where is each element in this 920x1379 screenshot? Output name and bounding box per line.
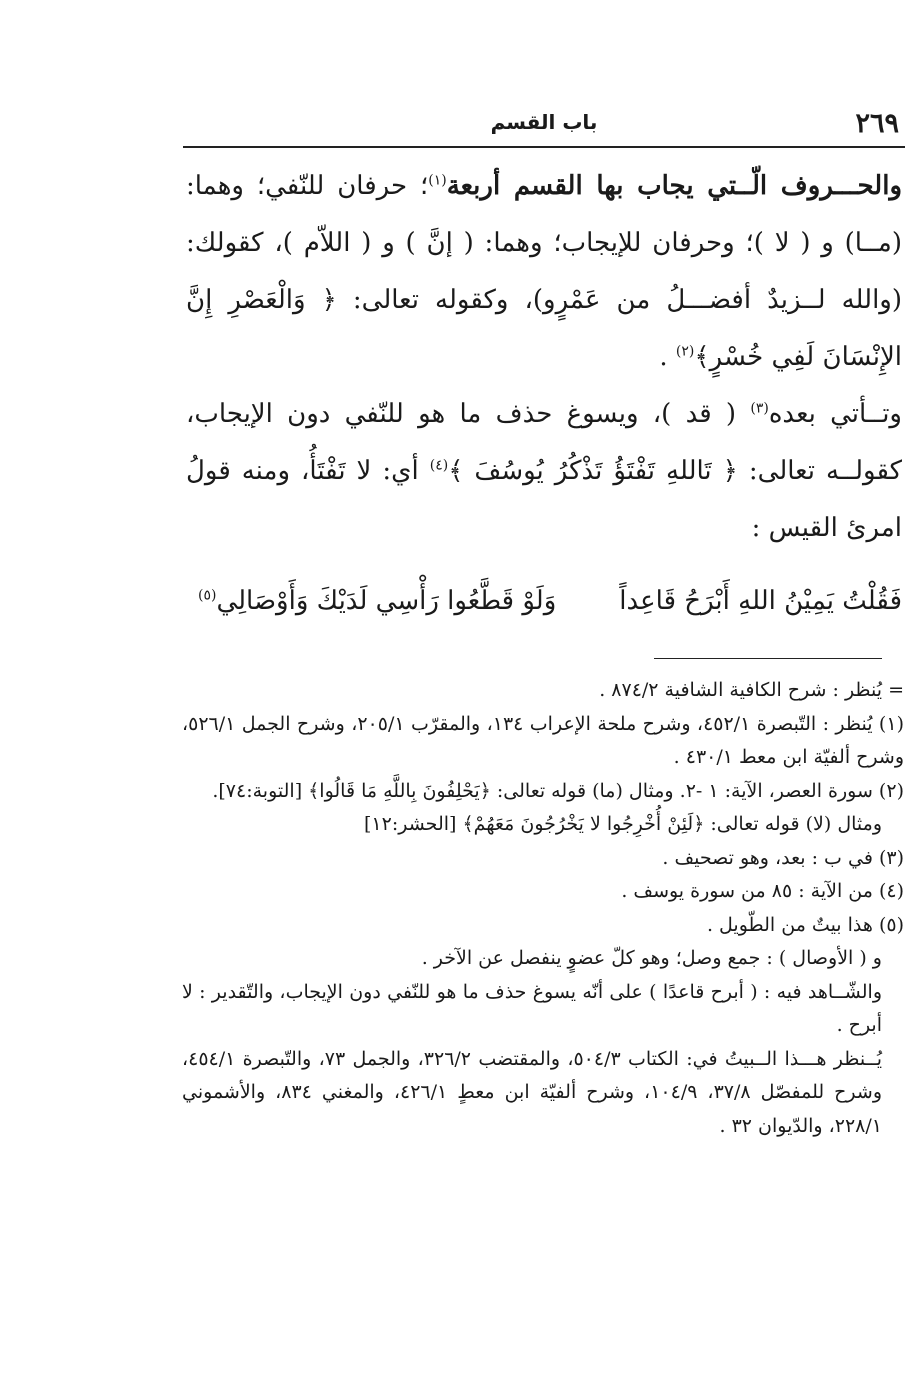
footnotes	[182, 674, 904, 1143]
paragraph-2-middle: ( قد )، ويسوغ حذف ما هو للنّفي دون الإيجاب، كقولــه تعالى: ﴿ تَاللهِ تَفْتَؤُ تَذْكُرُ يُوسُفَ ﴾	[186, 399, 903, 486]
footnote-2: (٢) سورة العصر، الآية: ١ -٢. ومثال (ما) قوله تعالى: ﴿يَحْلِفُونَ بِاللَّهِ مَا قَالُوا﴾ [التوبة:٧٤].	[212, 779, 904, 802]
verse-first-hemistich: فَقُلْتُ يَمِيْنُ اللهِ أَبْرَحُ قَاعِداً	[619, 586, 902, 616]
chapter-title: باب القسم	[490, 110, 598, 134]
page-header	[183, 106, 905, 148]
main-text	[186, 158, 902, 557]
footnote-5-evidence: والشّــاهد فيه : ( أبرح قاعدًا ) على أنّه يسوغ حذف ما هو للنّفي دون الإيجاب، والتّقدير : لا أبرح .	[182, 980, 882, 1036]
paragraph-1-bold-lead: والحـــروف الّــتي يجاب بها القسم أربعة	[446, 171, 902, 201]
paragraph-2-end: أي: لا تَفْتَأُ، ومنه قولُ امرئ القيس :	[186, 456, 902, 543]
footnote-5-sources: يُــنظر هـــذا الــبيتُ في: الكتاب ٥٠٤/٣، والمقتضب ٣٢٦/٢، والجمل ٧٣، والتّبصرة ٤٥٤/١، وشرح للمفصّل ٣٧/٨، ١٠٤/٩، وشرح ألفيّة ابن معطٍ ٤٢٦/١، والمغني ٨٣٤، والأشموني ٢٢٨/١، والدّيوان ٣٢ .	[182, 1047, 882, 1137]
footnote-5: (٥) هذا بيتٌ من الطّويل .	[706, 913, 904, 936]
footnote-ref-1: (١)	[428, 172, 447, 189]
footnote-ref-4: (٤)	[429, 457, 449, 474]
footnote-3: (٣) في ب : بعد، وهو تصحيف .	[662, 846, 904, 869]
footnote-ref-3: (٣)	[750, 400, 769, 417]
footnote-separator	[654, 658, 882, 659]
footnote-continuation: = يُنظر : شرح الكافية الشافية ٨٧٤/٢ .	[599, 679, 904, 701]
paragraph-1	[186, 158, 902, 386]
verse-second-hemistich-wrap	[198, 586, 556, 616]
footnote-1: (١) يُنظر : التّبصرة ٤٥٢/١، وشرح ملحة الإعراب ١٣٤، والمقرّب ٢٠٥/١، وشرح الجمل ٥٢٦/١، وشرح ألفيّة ابن معط ٤٣٠/١ .	[182, 712, 904, 768]
page-number: ٢٦٩	[855, 108, 899, 139]
footnote-4: (٤) من الآية : ٨٥ من سورة يوسف .	[621, 880, 904, 902]
footnote-5-definition: و ( الأوصال ) : جمع وصل؛ وهو كلّ عضوٍ ينفصل عن الآخر .	[421, 947, 882, 969]
paragraph-1-end: .	[659, 342, 676, 372]
poetry-verse	[190, 586, 902, 638]
paragraph-2	[186, 386, 902, 557]
footnote-ref-2: (٢)	[675, 343, 695, 360]
paragraph-2-start: وتــأتي بعده	[768, 399, 902, 429]
footnote-2-continued: ومثال (لا) قوله تعالى: ﴿لَئِنْ أُخْرِجُوا لا يَخْرُجُونَ مَعَهُمْ﴾ [الحشر:١٢]	[364, 813, 882, 835]
paragraph-1-text: ؛ حرفان للنّفي؛ وهما: (مــا) و ( لا )؛ وحرفان للإيجاب؛ وهما: ( إنَّ ) و ( اللاّم )، كقولك: (والله لــزيدٌ أفضـــلُ من عَمْرٍو)، وكقوله تعالى: ﴿ وَالْعَصْرِ إِنَّ الإِنْسَانَ لَفِي خُسْرٍ﴾	[186, 171, 902, 372]
verse-second-hemistich: وَلَوْ قَطَّعُوا رَأْسِي لَدَيْكَ وَأَوْصَالِي	[216, 586, 557, 616]
footnote-ref-5: (٥)	[198, 587, 217, 604]
